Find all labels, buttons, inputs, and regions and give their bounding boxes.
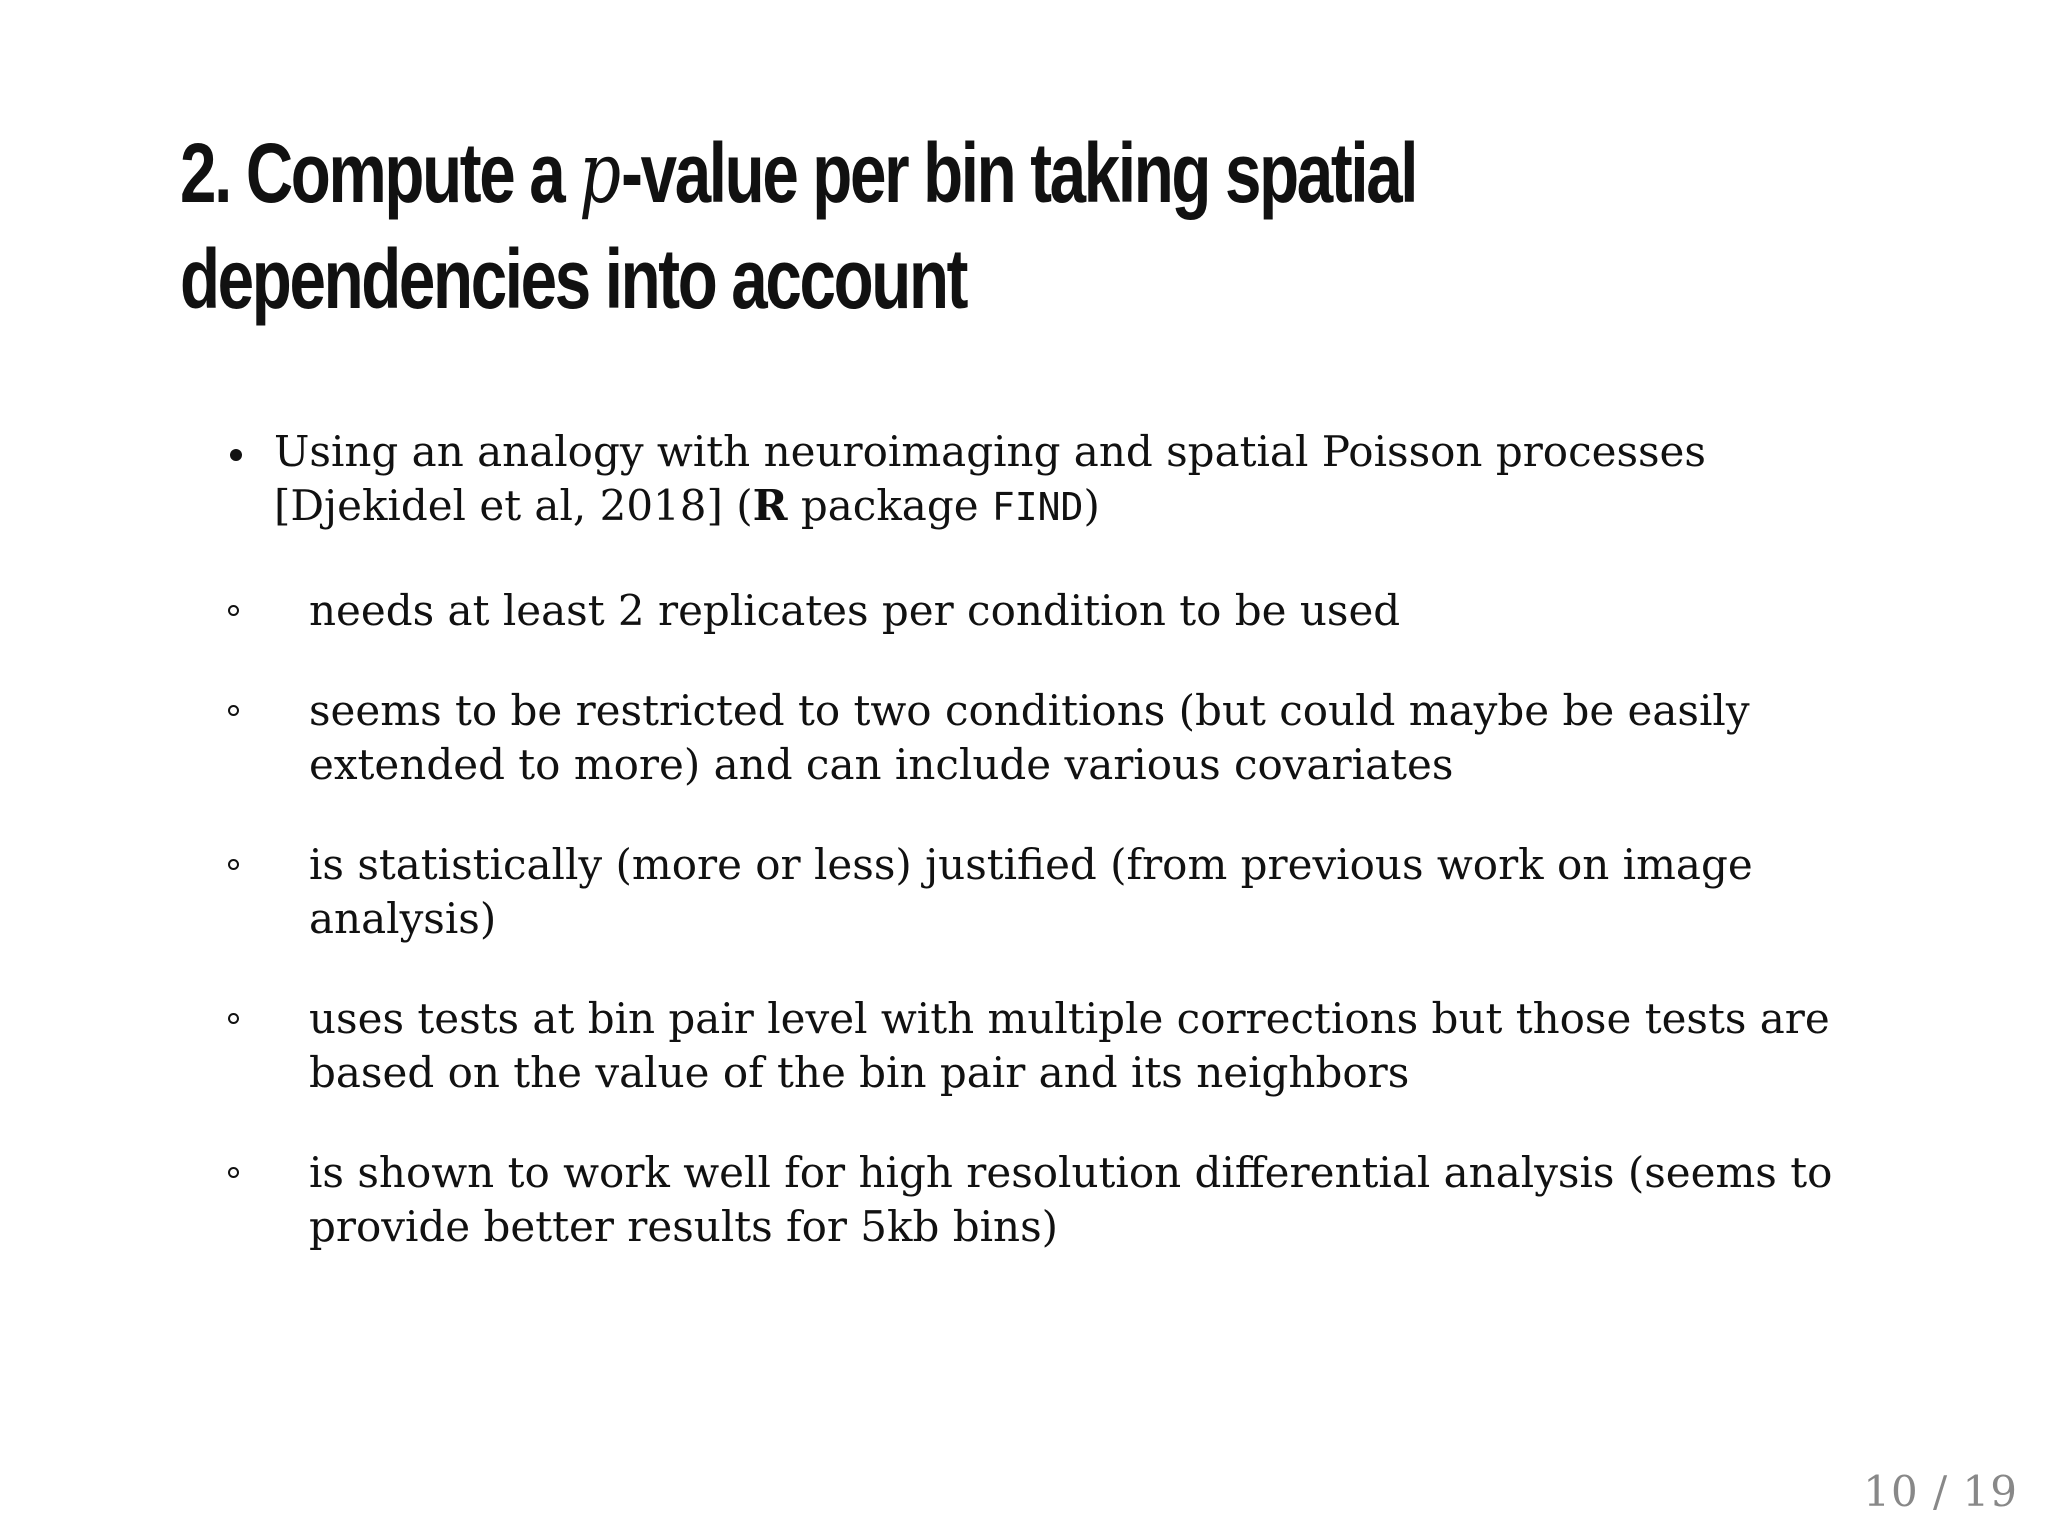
hollow-bullet-icon [228, 605, 239, 616]
sub-bullet-item [218, 584, 1908, 638]
hollow-bullet-icon [228, 1013, 239, 1024]
sub-bullet-item [218, 838, 1908, 946]
slide-title [180, 120, 1506, 332]
sub-item-text: is shown to work well for high resolution differential analysis (seems to provide better results for 5kb bins) [309, 1148, 1833, 1251]
main-bullet-list [218, 425, 1908, 1300]
title-math-p: p [579, 124, 622, 222]
sub-bullet-item [218, 992, 1908, 1100]
sub-bullet-item [218, 1146, 1908, 1254]
sub-item-text: is statistically (more or less) justified (from previous work on image analysis) [309, 840, 1753, 943]
title-suffix: -value per bin taking spatial dependencies into account [180, 126, 1417, 326]
sub-item-text: seems to be restricted to two conditions (but could maybe be easily extended to more) and can include various covariates [309, 686, 1750, 789]
main-code: FIND [991, 485, 1084, 529]
hollow-bullet-icon [228, 1167, 239, 1178]
hollow-bullet-icon [228, 859, 239, 870]
main-text-a: Using an analogy with neuroimaging and spatial Poisson processes [Djekidel et al, 2018] ( [274, 427, 1706, 530]
page-number: 10 / 19 [1863, 1467, 2018, 1516]
sub-item-text: needs at least 2 replicates per condition to be used [309, 586, 1401, 635]
title-prefix: 2. Compute a [180, 126, 580, 220]
main-bullet-item [218, 425, 1908, 1254]
main-text-b: package [787, 481, 992, 530]
filled-bullet-icon [230, 449, 242, 461]
main-text-bold: R [752, 481, 788, 530]
hollow-bullet-icon [228, 705, 239, 716]
sub-item-text: uses tests at bin pair level with multiple corrections but those tests are based on the value of the bin pair and its neighbors [309, 994, 1830, 1097]
sub-bullet-item [218, 684, 1908, 792]
sub-bullet-list [274, 584, 1908, 1254]
main-text-c: ) [1083, 481, 1100, 530]
